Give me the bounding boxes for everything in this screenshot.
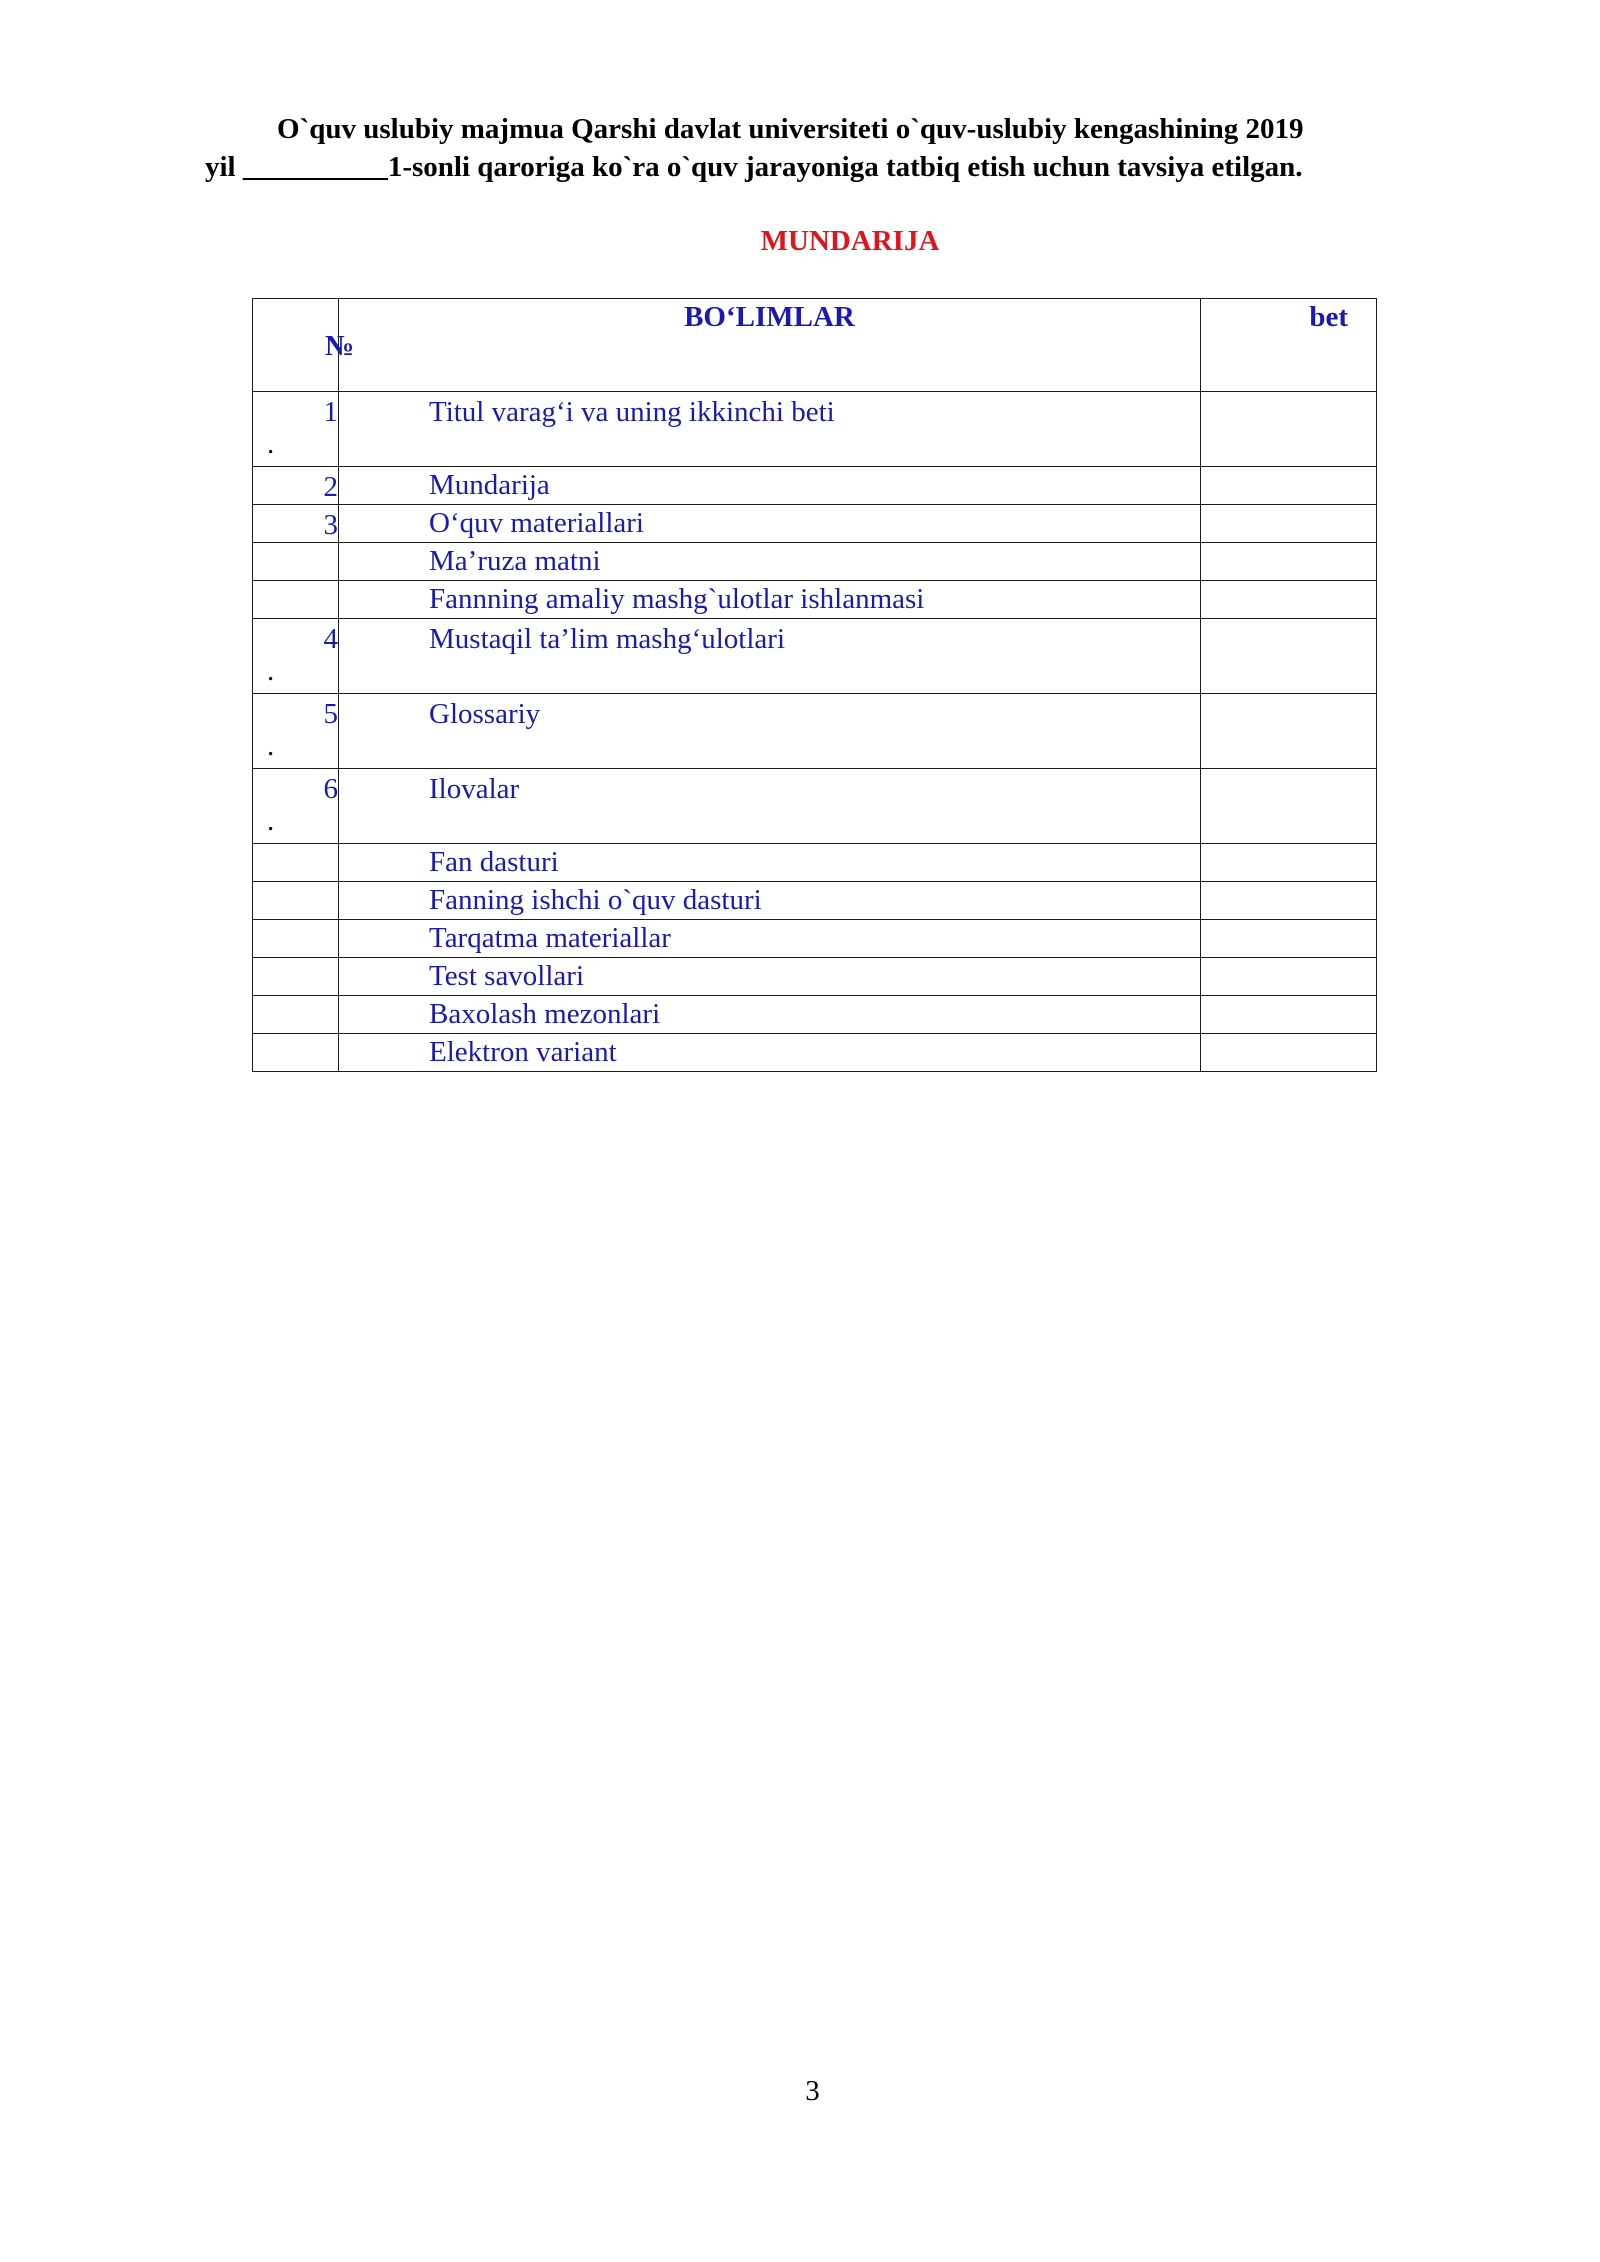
row-number-cell	[253, 581, 339, 619]
row-section-cell: Test savollari	[339, 958, 1201, 996]
table-row	[253, 844, 1377, 882]
row-number-cell: 3	[253, 505, 339, 543]
header-page: bet	[1201, 299, 1377, 392]
page-title: MUNDARIJA	[760, 225, 940, 257]
row-page-cell	[1201, 996, 1377, 1034]
table-row	[253, 958, 1377, 996]
header-sections: BO‘LIMLAR	[339, 299, 1201, 392]
row-number-cell	[253, 920, 339, 958]
row-section-cell: Titul varag‘i va uning ikkinchi beti	[339, 392, 1201, 467]
row-page-cell	[1201, 467, 1377, 505]
row-section-cell: Tarqatma materiallar	[339, 920, 1201, 958]
row-section-cell: Mundarija	[339, 467, 1201, 505]
row-page-cell	[1201, 543, 1377, 581]
intro-paragraph	[205, 110, 1435, 186]
row-section-cell: O‘quv materiallari	[339, 505, 1201, 543]
row-section-cell: Fanning ishchi o`quv dasturi	[339, 882, 1201, 920]
row-section-cell: Glossariy	[339, 694, 1201, 769]
row-page-cell	[1201, 619, 1377, 694]
row-section-cell: Fannning amaliy mashg`ulotlar ishlanmasi	[339, 581, 1201, 619]
row-section-cell: Fan dasturi	[339, 844, 1201, 882]
row-number-cell	[253, 958, 339, 996]
row-page-cell	[1201, 505, 1377, 543]
row-page-cell	[1201, 694, 1377, 769]
row-number-cell: 4 .	[253, 619, 339, 694]
table-row	[253, 392, 1377, 467]
row-section-cell: Ilovalar	[339, 769, 1201, 844]
table-row	[253, 694, 1377, 769]
row-page-cell	[1201, 392, 1377, 467]
row-number-cell	[253, 543, 339, 581]
contents-table	[252, 298, 1377, 1072]
table-row	[253, 920, 1377, 958]
row-page-cell	[1201, 769, 1377, 844]
row-number-cell: 2	[253, 467, 339, 505]
row-section-cell: Mustaqil ta’lim mashg‘ulotlari	[339, 619, 1201, 694]
table-row	[253, 581, 1377, 619]
table-row	[253, 996, 1377, 1034]
page-number: 3	[805, 2075, 820, 2107]
table-row	[253, 1034, 1377, 1072]
table-row	[253, 505, 1377, 543]
table-header-row	[253, 299, 1377, 392]
row-page-cell	[1201, 882, 1377, 920]
header-number: №	[253, 299, 339, 392]
row-number-cell	[253, 844, 339, 882]
row-page-cell	[1201, 1034, 1377, 1072]
row-number-cell	[253, 996, 339, 1034]
row-page-cell	[1201, 581, 1377, 619]
row-page-cell	[1201, 920, 1377, 958]
row-number-cell	[253, 1034, 339, 1072]
intro-line-1: O`quv uslubiy majmua Qarshi davlat universiteti o`quv-uslubiy kengashining 2019	[277, 113, 1304, 145]
table-row	[253, 769, 1377, 844]
row-section-cell: Elektron variant	[339, 1034, 1201, 1072]
table-row	[253, 882, 1377, 920]
row-page-cell	[1201, 844, 1377, 882]
intro-line-2: yil __________1-sonli qaroriga ko`ra o`quv jarayoniga tatbiq etish uchun tavsiya etilgan.	[205, 151, 1303, 183]
row-section-cell: Baxolash mezonlari	[339, 996, 1201, 1034]
row-number-cell: 6 .	[253, 769, 339, 844]
row-number-cell: 5 .	[253, 694, 339, 769]
row-number-cell: 1 .	[253, 392, 339, 467]
table-row	[253, 619, 1377, 694]
table-row	[253, 467, 1377, 505]
row-section-cell: Ma’ruza matni	[339, 543, 1201, 581]
row-page-cell	[1201, 958, 1377, 996]
table-row	[253, 543, 1377, 581]
row-number-cell	[253, 882, 339, 920]
